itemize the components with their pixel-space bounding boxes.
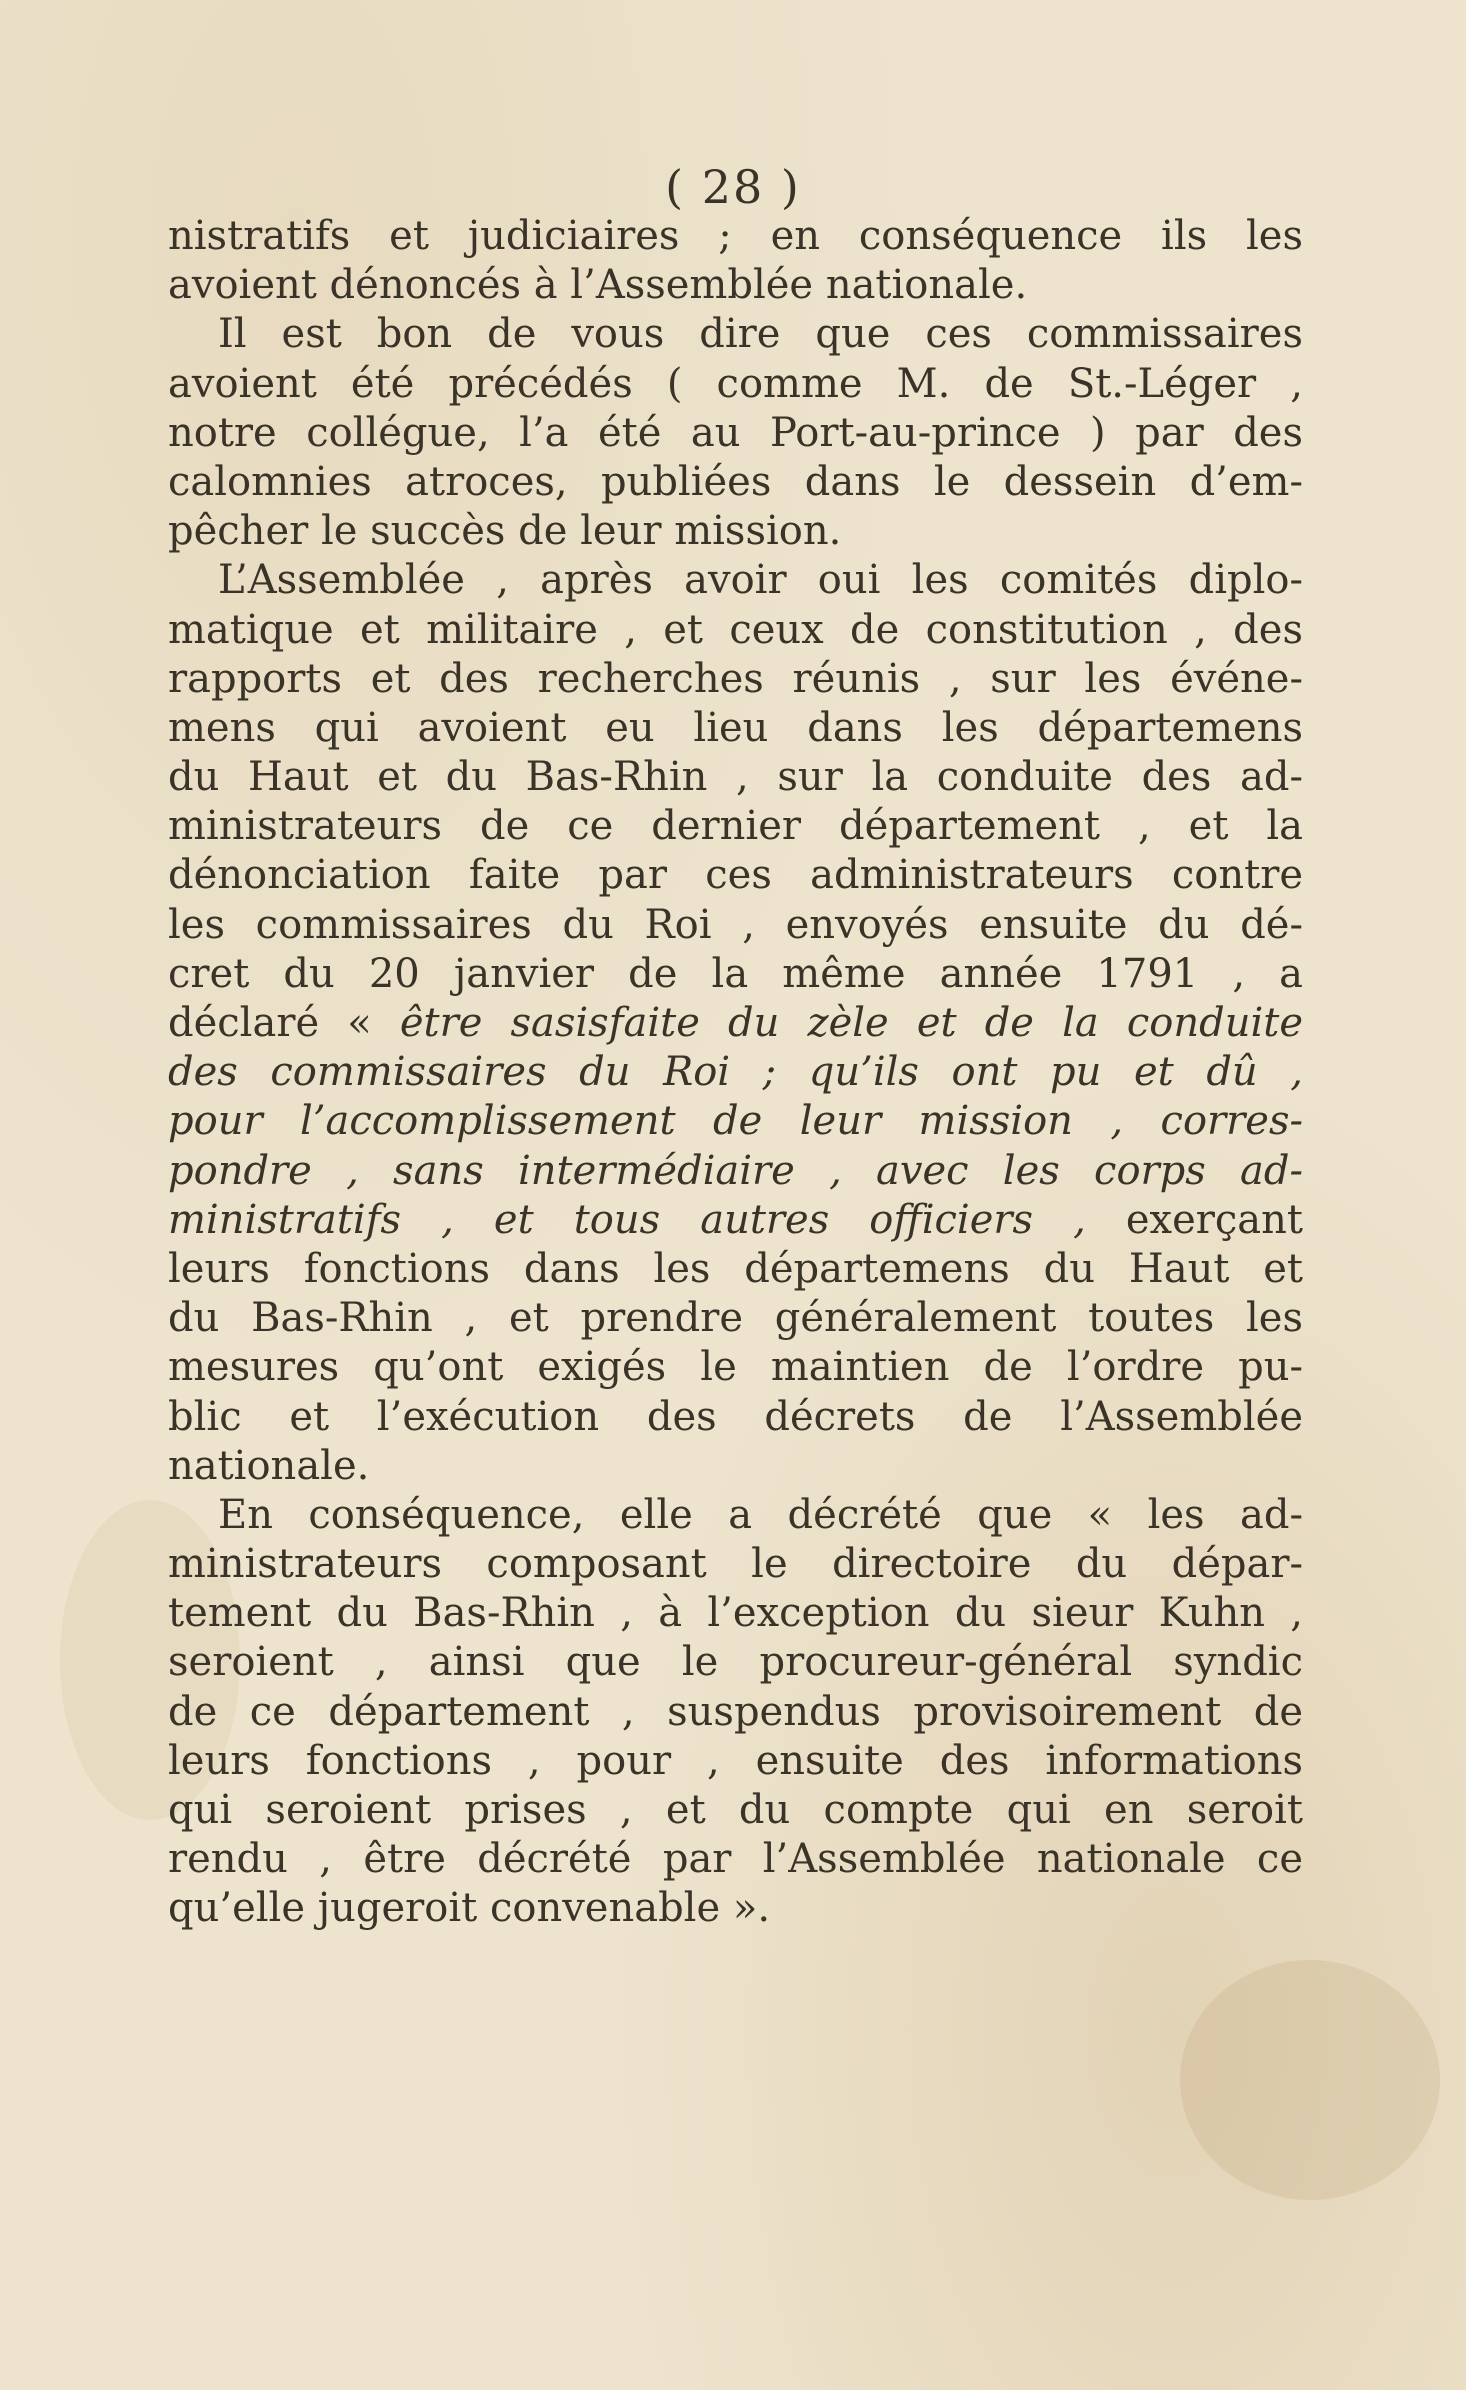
line-text: mesures qu’ont exigés le maintien de l’ordre pu- [168,1344,1303,1391]
line-italic-text: pondre , sans intermédiaire , avec les corps ad- [168,1147,1303,1194]
line-text: rendu , être décrété par l’Assemblée nationale ce [168,1836,1303,1883]
line-text: nationale. [168,1442,370,1489]
line-text: dénonciation faite par ces administrateurs contre [168,852,1303,899]
line-text: notre collégue, l’a été au Port-au-prince ) par des [168,409,1303,456]
line-text: du Bas-Rhin , et prendre généralement toutes les [168,1295,1303,1342]
text-line [168,507,1303,556]
line-text: leurs fonctions dans les départemens du Haut et [168,1245,1303,1292]
text-line [168,1737,1303,1786]
line-text: nistratifs et judiciaires ; en conséquence ils les [168,213,1303,259]
text-line [168,606,1303,655]
line-italic-text: des commissaires du Roi ; qu’ils ont pu et dû , [168,1049,1303,1096]
text-line [168,1491,1303,1540]
text-line [168,1147,1303,1196]
line-text: leurs fonctions , pour , ensuite des informations [168,1737,1303,1784]
line-text: calomnies atroces, publiées dans le dessein d’em- [168,458,1303,505]
text-line [168,1442,1303,1491]
text-line [168,1638,1303,1687]
line-text: avoient dénoncés à l’Assemblée nationale. [168,262,1028,309]
line-italic-text: pour l’accomplissement de leur mission , corres- [168,1098,1303,1145]
line-text: pêcher le succès de leur mission. [168,508,842,555]
text-line [168,1884,1303,1933]
line-text: blic et l’exécution des décrets de l’Assemblée [168,1393,1303,1440]
line-text: déclaré « [168,1000,400,1046]
text-line [168,1097,1303,1146]
text-line [168,901,1303,950]
line-text: de ce département , suspendus provisoirement de [168,1688,1303,1735]
line-text: ministrateurs composant le directoire du dépar- [168,1541,1303,1588]
page-number: ( 28 ) [665,160,801,214]
line-text: tement du Bas-Rhin , à l’exception du sieur Kuhn , [168,1590,1303,1637]
line-italic-text: être sasisfaite du zèle et de la conduite [399,1000,1303,1046]
text-line [168,1589,1303,1638]
text-line [168,802,1303,851]
text-line [168,950,1303,999]
line-text: exerçant [1085,1196,1303,1243]
text-line [168,458,1303,507]
text-line [168,212,1303,261]
text-line [168,1048,1303,1097]
line-text: L’Assemblée , après avoir oui les comités diplo- [218,557,1303,604]
text-line [168,753,1303,802]
text-line [168,999,1303,1048]
line-text: mens qui avoient eu lieu dans les départemens [168,704,1303,751]
text-line [168,261,1303,310]
line-text: seroient , ainsi que le procureur-général syndic [168,1639,1303,1686]
text-line [168,1688,1303,1737]
text-line [168,1540,1303,1589]
line-text: cret du 20 janvier de la même année 1791 , a [168,950,1303,997]
text-line [168,655,1303,704]
text-line [168,704,1303,753]
text-line [168,1294,1303,1343]
line-text: avoient été précédés ( comme M. de St.-Léger , [168,360,1303,407]
line-text: ministrateurs de ce dernier département , et la [168,803,1303,850]
text-line [168,556,1303,605]
text-line [168,360,1303,409]
line-text: Il est bon de vous dire que ces commissaires [218,311,1303,358]
text-line [168,1835,1303,1884]
text-line [168,409,1303,458]
text-line [168,851,1303,900]
body-text [168,212,1303,1934]
line-text: les commissaires du Roi , envoyés ensuite du dé- [168,901,1303,948]
line-text: qu’elle jugeroit convenable ». [168,1885,771,1932]
line-text: matique et militaire , et ceux de constitution , des [168,606,1303,653]
text-line [168,1196,1303,1245]
text-line [168,1393,1303,1442]
text-line [168,1245,1303,1294]
paper-stain [1180,1960,1440,2200]
line-italic-text: ministratifs , et tous autres officiers , [168,1196,1086,1243]
text-line [168,310,1303,359]
line-text: En conséquence, elle a décrété que « les ad- [218,1491,1303,1538]
text-line [168,1786,1303,1835]
line-text: qui seroient prises , et du compte qui en seroit [168,1787,1303,1833]
line-text: du Haut et du Bas-Rhin , sur la conduite des ad- [168,754,1303,801]
text-line [168,1343,1303,1392]
line-text: rapports et des recherches réunis , sur les événe- [168,655,1303,702]
